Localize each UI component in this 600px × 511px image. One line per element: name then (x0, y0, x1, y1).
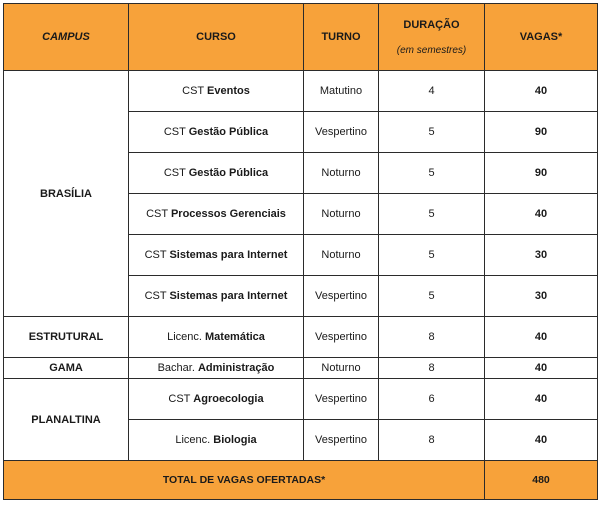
vagas-cell: 90 (485, 153, 598, 194)
vagas-cell: 40 (485, 379, 598, 420)
header-curso: CURSO (129, 4, 304, 71)
duracao-cell: 8 (379, 317, 485, 358)
table-row (4, 379, 598, 420)
vagas-cell: 90 (485, 112, 598, 153)
curso-cell: Licenc. Biologia (129, 420, 304, 461)
turno-cell: Vespertino (304, 276, 379, 317)
turno-cell: Noturno (304, 194, 379, 235)
duracao-cell: 5 (379, 276, 485, 317)
campus-cell-gama: GAMA (4, 358, 129, 379)
table-row (4, 358, 598, 379)
header-vagas: VAGAS* (485, 4, 598, 71)
duracao-cell: 8 (379, 358, 485, 379)
turno-cell: Noturno (304, 358, 379, 379)
duracao-cell: 5 (379, 153, 485, 194)
curso-cell: CST Eventos (129, 71, 304, 112)
curso-cell: CST Sistemas para Internet (129, 276, 304, 317)
turno-cell: Vespertino (304, 112, 379, 153)
header-row (4, 4, 598, 71)
curso-cell: CST Processos Gerenciais (129, 194, 304, 235)
turno-cell: Vespertino (304, 379, 379, 420)
duracao-cell: 4 (379, 71, 485, 112)
duracao-cell: 5 (379, 194, 485, 235)
vagas-cell: 30 (485, 276, 598, 317)
duracao-cell: 5 (379, 235, 485, 276)
header-duracao-sub: (em semestres) (396, 44, 467, 56)
curso-cell: Bachar. Administração (129, 358, 304, 379)
curso-cell: CST Gestão Pública (129, 112, 304, 153)
campus-cell-planaltina: PLANALTINA (4, 379, 129, 461)
vagas-cell: 40 (485, 71, 598, 112)
curso-cell: CST Agroecologia (129, 379, 304, 420)
table-row (4, 317, 598, 358)
turno-cell: Vespertino (304, 420, 379, 461)
vagas-cell: 40 (485, 317, 598, 358)
duracao-cell: 5 (379, 112, 485, 153)
vagas-table-container (3, 3, 598, 500)
header-duracao (379, 4, 485, 71)
vagas-cell: 40 (485, 194, 598, 235)
header-campus: CAMPUS (4, 4, 129, 71)
total-row (4, 461, 598, 500)
curso-cell: CST Gestão Pública (129, 153, 304, 194)
header-turno: TURNO (304, 4, 379, 71)
curso-cell: CST Sistemas para Internet (129, 235, 304, 276)
total-label: TOTAL DE VAGAS OFERTADAS* (4, 461, 485, 500)
duracao-cell: 6 (379, 379, 485, 420)
vagas-cell: 40 (485, 358, 598, 379)
total-value: 480 (485, 461, 598, 500)
vagas-cell: 40 (485, 420, 598, 461)
vagas-cell: 30 (485, 235, 598, 276)
turno-cell: Vespertino (304, 317, 379, 358)
turno-cell: Matutino (304, 71, 379, 112)
turno-cell: Noturno (304, 235, 379, 276)
campus-cell-brasilia: BRASÍLIA (4, 71, 129, 317)
header-duracao-label: DURAÇÃO (403, 18, 460, 31)
duracao-cell: 8 (379, 420, 485, 461)
turno-cell: Noturno (304, 153, 379, 194)
table-row (4, 71, 598, 112)
campus-cell-estrutural: ESTRUTURAL (4, 317, 129, 358)
curso-cell: Licenc. Matemática (129, 317, 304, 358)
vagas-table (3, 3, 598, 500)
